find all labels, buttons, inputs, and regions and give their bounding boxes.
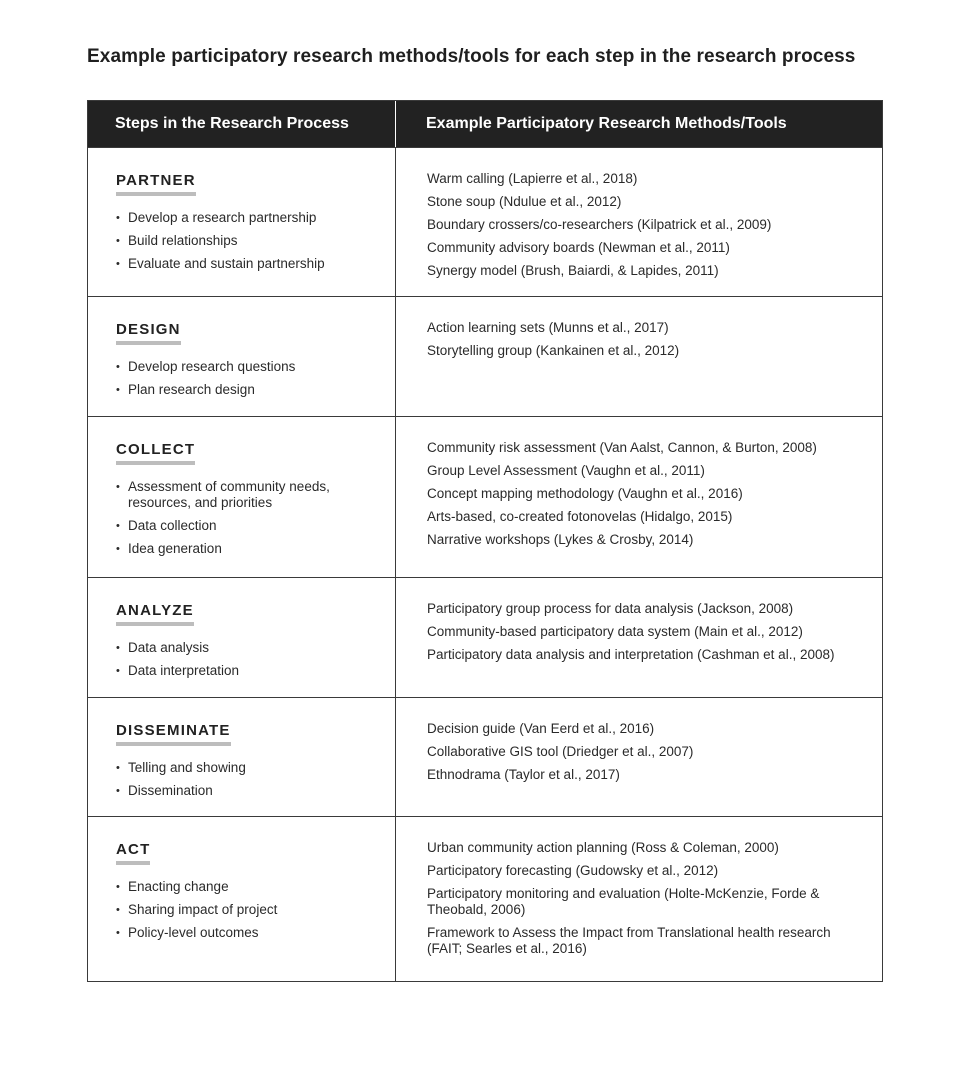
method-item: Storytelling group (Kankainen et al., 2012) [427,343,680,358]
bullet-item: • Telling and showing [116,760,375,776]
step-cell-design [88,297,396,416]
methods-cell-design [396,297,882,416]
method-item: Synergy model (Brush, Baiardi, & Lapides, 2011) [427,263,719,278]
table-row-disseminate [88,697,882,816]
bullet-item: • Evaluate and sustain partnership [116,256,375,272]
step-title-partner: PARTNER [116,172,196,196]
method-item: Collaborative GIS tool (Driedger et al., 2007) [427,744,694,759]
step-cell-collect [88,417,396,577]
method-item: Narrative workshops (Lykes & Crosby, 2014) [427,532,694,547]
table-row-design [88,296,882,416]
method-item: Group Level Assessment (Vaughn et al., 2011) [427,463,705,478]
methods-list-partner [427,171,858,279]
bullet-item: • Data collection [116,518,375,534]
header-steps: Steps in the Research Process [88,101,396,147]
table-row-analyze [88,577,882,697]
methods-list-analyze [427,601,858,663]
step-cell-act [88,817,396,981]
step-bullets-analyze [116,640,375,679]
method-item: Participatory monitoring and evaluation (Holte-McKenzie, Forde & Theobald, 2006) [427,886,820,917]
table-row-partner [88,147,882,296]
methods-cell-partner [396,148,882,296]
method-item: Boundary crossers/co-researchers (Kilpatrick et al., 2009) [427,217,772,232]
method-item: Framework to Assess the Impact from Translational health research (FAIT; Searles et al., 2016) [427,925,831,956]
method-item: Participatory forecasting (Gudowsky et al., 2012) [427,863,719,878]
table-row-act [88,816,882,981]
bullet-item: • Data analysis [116,640,375,656]
methods-table [87,100,883,982]
methods-list-collect [427,440,858,548]
step-cell-analyze [88,578,396,697]
method-item: Urban community action planning (Ross & Coleman, 2000) [427,840,779,855]
method-item: Decision guide (Van Eerd et al., 2016) [427,721,655,736]
bullet-item: • Sharing impact of project [116,902,375,918]
method-item: Community advisory boards (Newman et al., 2011) [427,240,730,255]
methods-list-disseminate [427,721,858,783]
table-header [88,101,882,147]
methods-cell-act [396,817,882,981]
method-item: Warm calling (Lapierre et al., 2018) [427,171,638,186]
method-item: Arts-based, co-created fotonovelas (Hidalgo, 2015) [427,509,733,524]
methods-cell-analyze [396,578,882,697]
bullet-item: • Build relationships [116,233,375,249]
table-row-collect [88,416,882,577]
methods-cell-collect [396,417,882,577]
step-cell-partner [88,148,396,296]
step-title-disseminate: DISSEMINATE [116,722,231,746]
bullet-item: • Develop a research partnership [116,210,375,226]
method-item: Participatory group process for data analysis (Jackson, 2008) [427,601,794,616]
page-title: Example participatory research methods/tools for each step in the research process [87,46,856,67]
step-title-analyze: ANALYZE [116,602,194,626]
methods-list-design [427,320,858,359]
step-title-act: ACT [116,841,150,865]
bullet-item: • Develop research questions [116,359,375,375]
methods-list-act [427,840,858,957]
method-item: Community risk assessment (Van Aalst, Cannon, & Burton, 2008) [427,440,817,455]
method-item: Community-based participatory data system (Main et al., 2012) [427,624,803,639]
method-item: Participatory data analysis and interpretation (Cashman et al., 2008) [427,647,835,662]
bullet-item: • Assessment of community needs, resources, and priorities [116,479,375,511]
bullet-item: • Idea generation [116,541,375,557]
method-item: Concept mapping methodology (Vaughn et al., 2016) [427,486,743,501]
bullet-item: • Policy-level outcomes [116,925,375,941]
step-title-design: DESIGN [116,321,181,345]
header-methods: Example Participatory Research Methods/Tools [426,115,787,132]
step-bullets-design [116,359,375,398]
bullet-item: • Enacting change [116,879,375,895]
step-bullets-collect [116,479,375,557]
method-item: Stone soup (Ndulue et al., 2012) [427,194,622,209]
method-item: Action learning sets (Munns et al., 2017) [427,320,669,335]
bullet-item: • Data interpretation [116,663,375,679]
step-bullets-partner [116,210,375,272]
bullet-item: • Plan research design [116,382,375,398]
step-title-collect: COLLECT [116,441,195,465]
bullet-item: • Dissemination [116,783,375,799]
step-bullets-act [116,879,375,941]
methods-cell-disseminate [396,698,882,816]
method-item: Ethnodrama (Taylor et al., 2017) [427,767,620,782]
step-bullets-disseminate [116,760,375,799]
step-cell-disseminate [88,698,396,816]
